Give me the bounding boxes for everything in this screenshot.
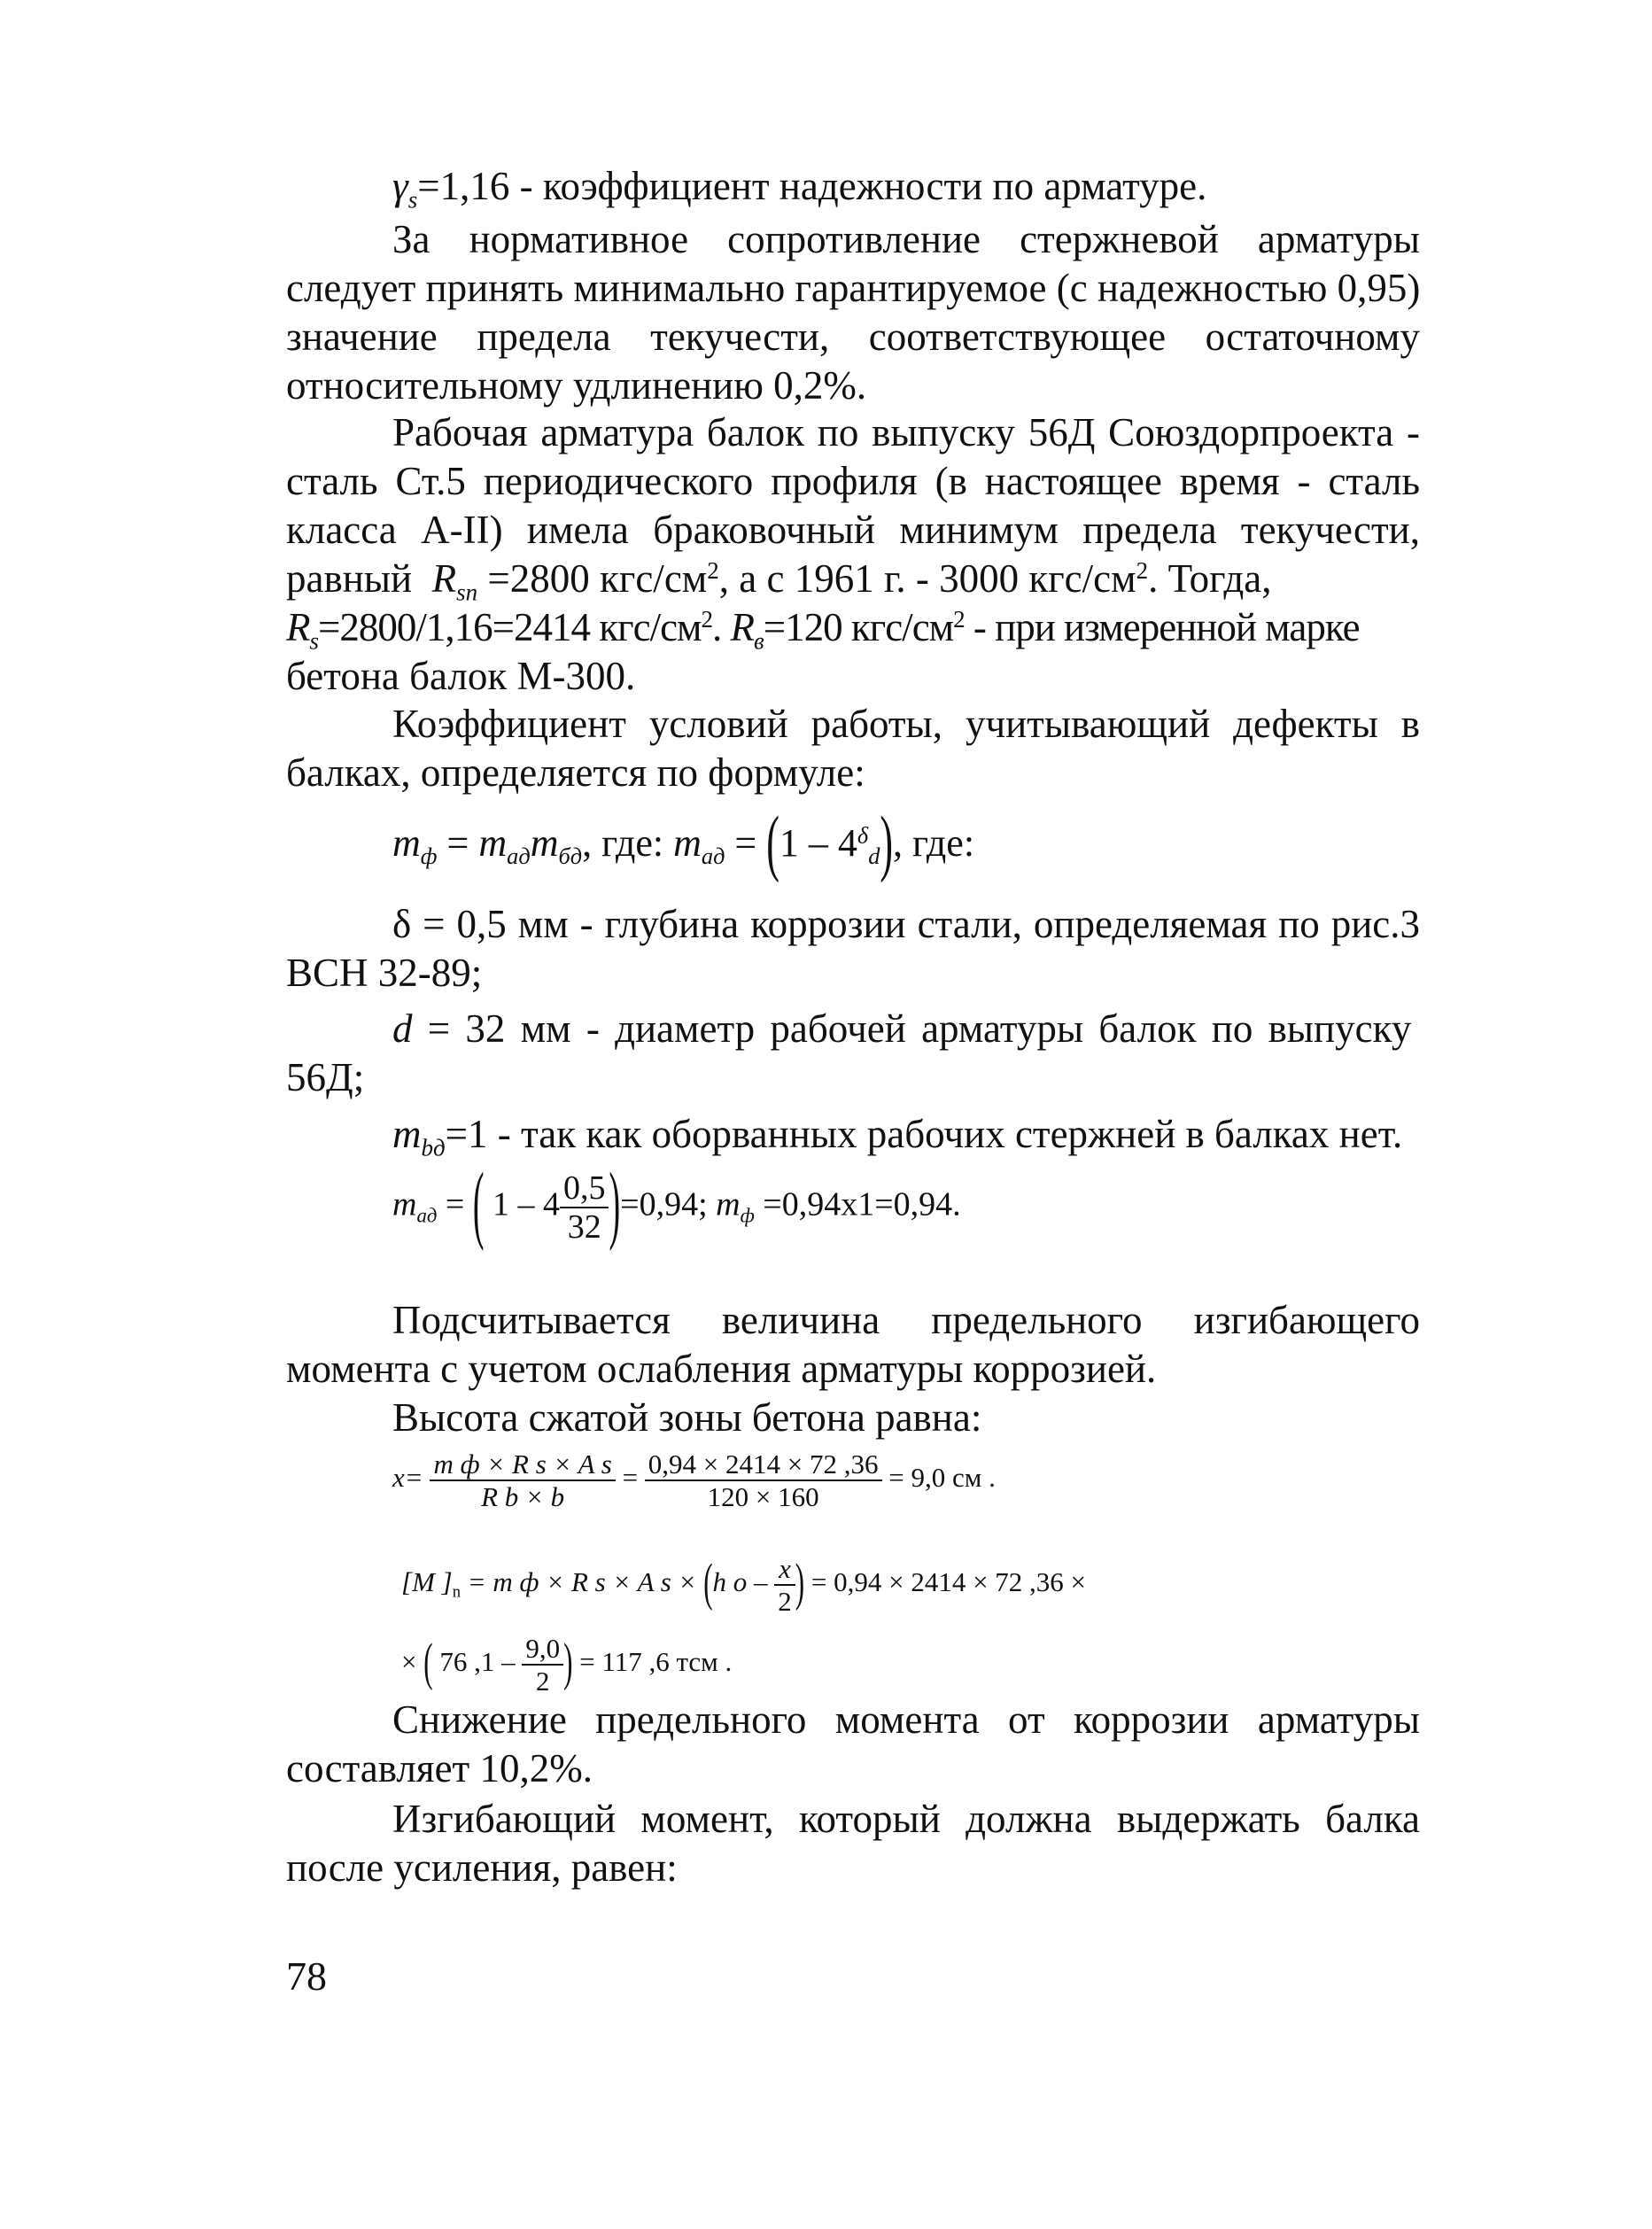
p3-line-6: бетона балок М-300.	[286, 654, 636, 698]
gamma-text: =1,16 - коэффициент надежности по арматуре.	[417, 164, 1207, 208]
p3-line-1: Рабочая арматура балок по выпуску 56Д Союздорпроекта -	[392, 410, 1420, 454]
p3-line-2: сталь Ст.5 периодического профиля (в настоящее время - сталь	[286, 459, 1420, 503]
p8-line-1: Подсчитывается величина предельного изгибающего	[392, 1298, 1420, 1342]
p5-line-2: ВСН 32-89;	[286, 951, 483, 995]
gamma-symbol: γ	[392, 164, 408, 208]
p2-line-1: За нормативное сопротивление стержневой арматуры	[392, 217, 1420, 261]
p9-line-1: Высота сжатой зоны бетона равна:	[392, 1395, 982, 1440]
formula-M: [M ]$_n = m$ ф × R s × A s × (h o – $\frac{x}{2}$ ) = 0,94 × 2414 × 72 ,36 ×	[401, 1552, 1087, 1617]
p6-line-1: d = 32 мм - диаметр рабочей арматуры балок по выпуску	[392, 1006, 1412, 1051]
p2-line-3: значение предела текучести, соответствующее остаточному	[286, 315, 1420, 359]
p2-line-2: следует принять минимально гарантируемое (с надежностью 0,95)	[286, 266, 1421, 310]
p5-line-1: δ = 0,5 мм - глубина коррозии стали, определяемая по рис.3	[392, 902, 1420, 946]
formula-m-ad: $m_{ад}$ = ( 1 – 4 $\frac{0,5}{32}$ )=0,94; $m_ф =0,94x1=0,94$.	[392, 1156, 961, 1254]
gamma-subscript: s	[407, 186, 418, 214]
formula-x: x= $\frac{\text{m ф × R s × A s}}{\text{R b × b}}$ = $\frac{0,94 \times 2414 \times 72 ,36}{120 \times 160}$ = 9,0 см .	[392, 1448, 996, 1512]
p10-line-2: составляет 10,2%.	[286, 1746, 593, 1790]
p3-line-5: $R_s=2800/1,16=2414$ кгс/$см^2$. $R_в=120$ кгс/$см^2$ - при измеренной марке	[286, 605, 1360, 655]
p6-line-2: 56Д;	[286, 1055, 365, 1099]
formula-result: × ( 76 ,1 – $\frac{9,0}{2}$ ) = 117 ,6 тсм .	[401, 1632, 733, 1697]
p3-line-4: равный $R_{sn} =2800$ кгс/$см^2$, а с 1961 г. - 3000 кгс/$см^2$. Тогда,	[286, 556, 1272, 606]
gamma-line	[392, 164, 1207, 214]
page-number: 78	[286, 1953, 327, 1999]
p2-line-4: относительному удлинению 0,2%.	[286, 363, 867, 408]
p4-line-1: Коэффициент условий работы, учитывающий дефекты в	[392, 702, 1420, 746]
p7-line: $m_{bд}=1$ - так как оборванных рабочих стержней в балках нет.	[392, 1112, 1403, 1161]
p11-line-1: Изгибающий момент, который должна выдержать балка	[392, 1797, 1420, 1841]
p3-line-3: класса А-II) имела браковочный минимум предела текучести,	[286, 508, 1420, 552]
p8-line-2: момента с учетом ослабления арматуры коррозией.	[286, 1347, 1157, 1391]
formula-m-f: $m_ф = m_{ад}m_{бд}$, где: $m_{ад} = (1 - 4^\delta_d)$, где:	[392, 801, 975, 884]
p10-line-1: Снижение предельного момента от коррозии арматуры	[392, 1697, 1420, 1742]
p4-line-2: балках, определяется по формуле:	[286, 750, 865, 795]
p11-line-2: после усиления, равен:	[286, 1845, 678, 1890]
